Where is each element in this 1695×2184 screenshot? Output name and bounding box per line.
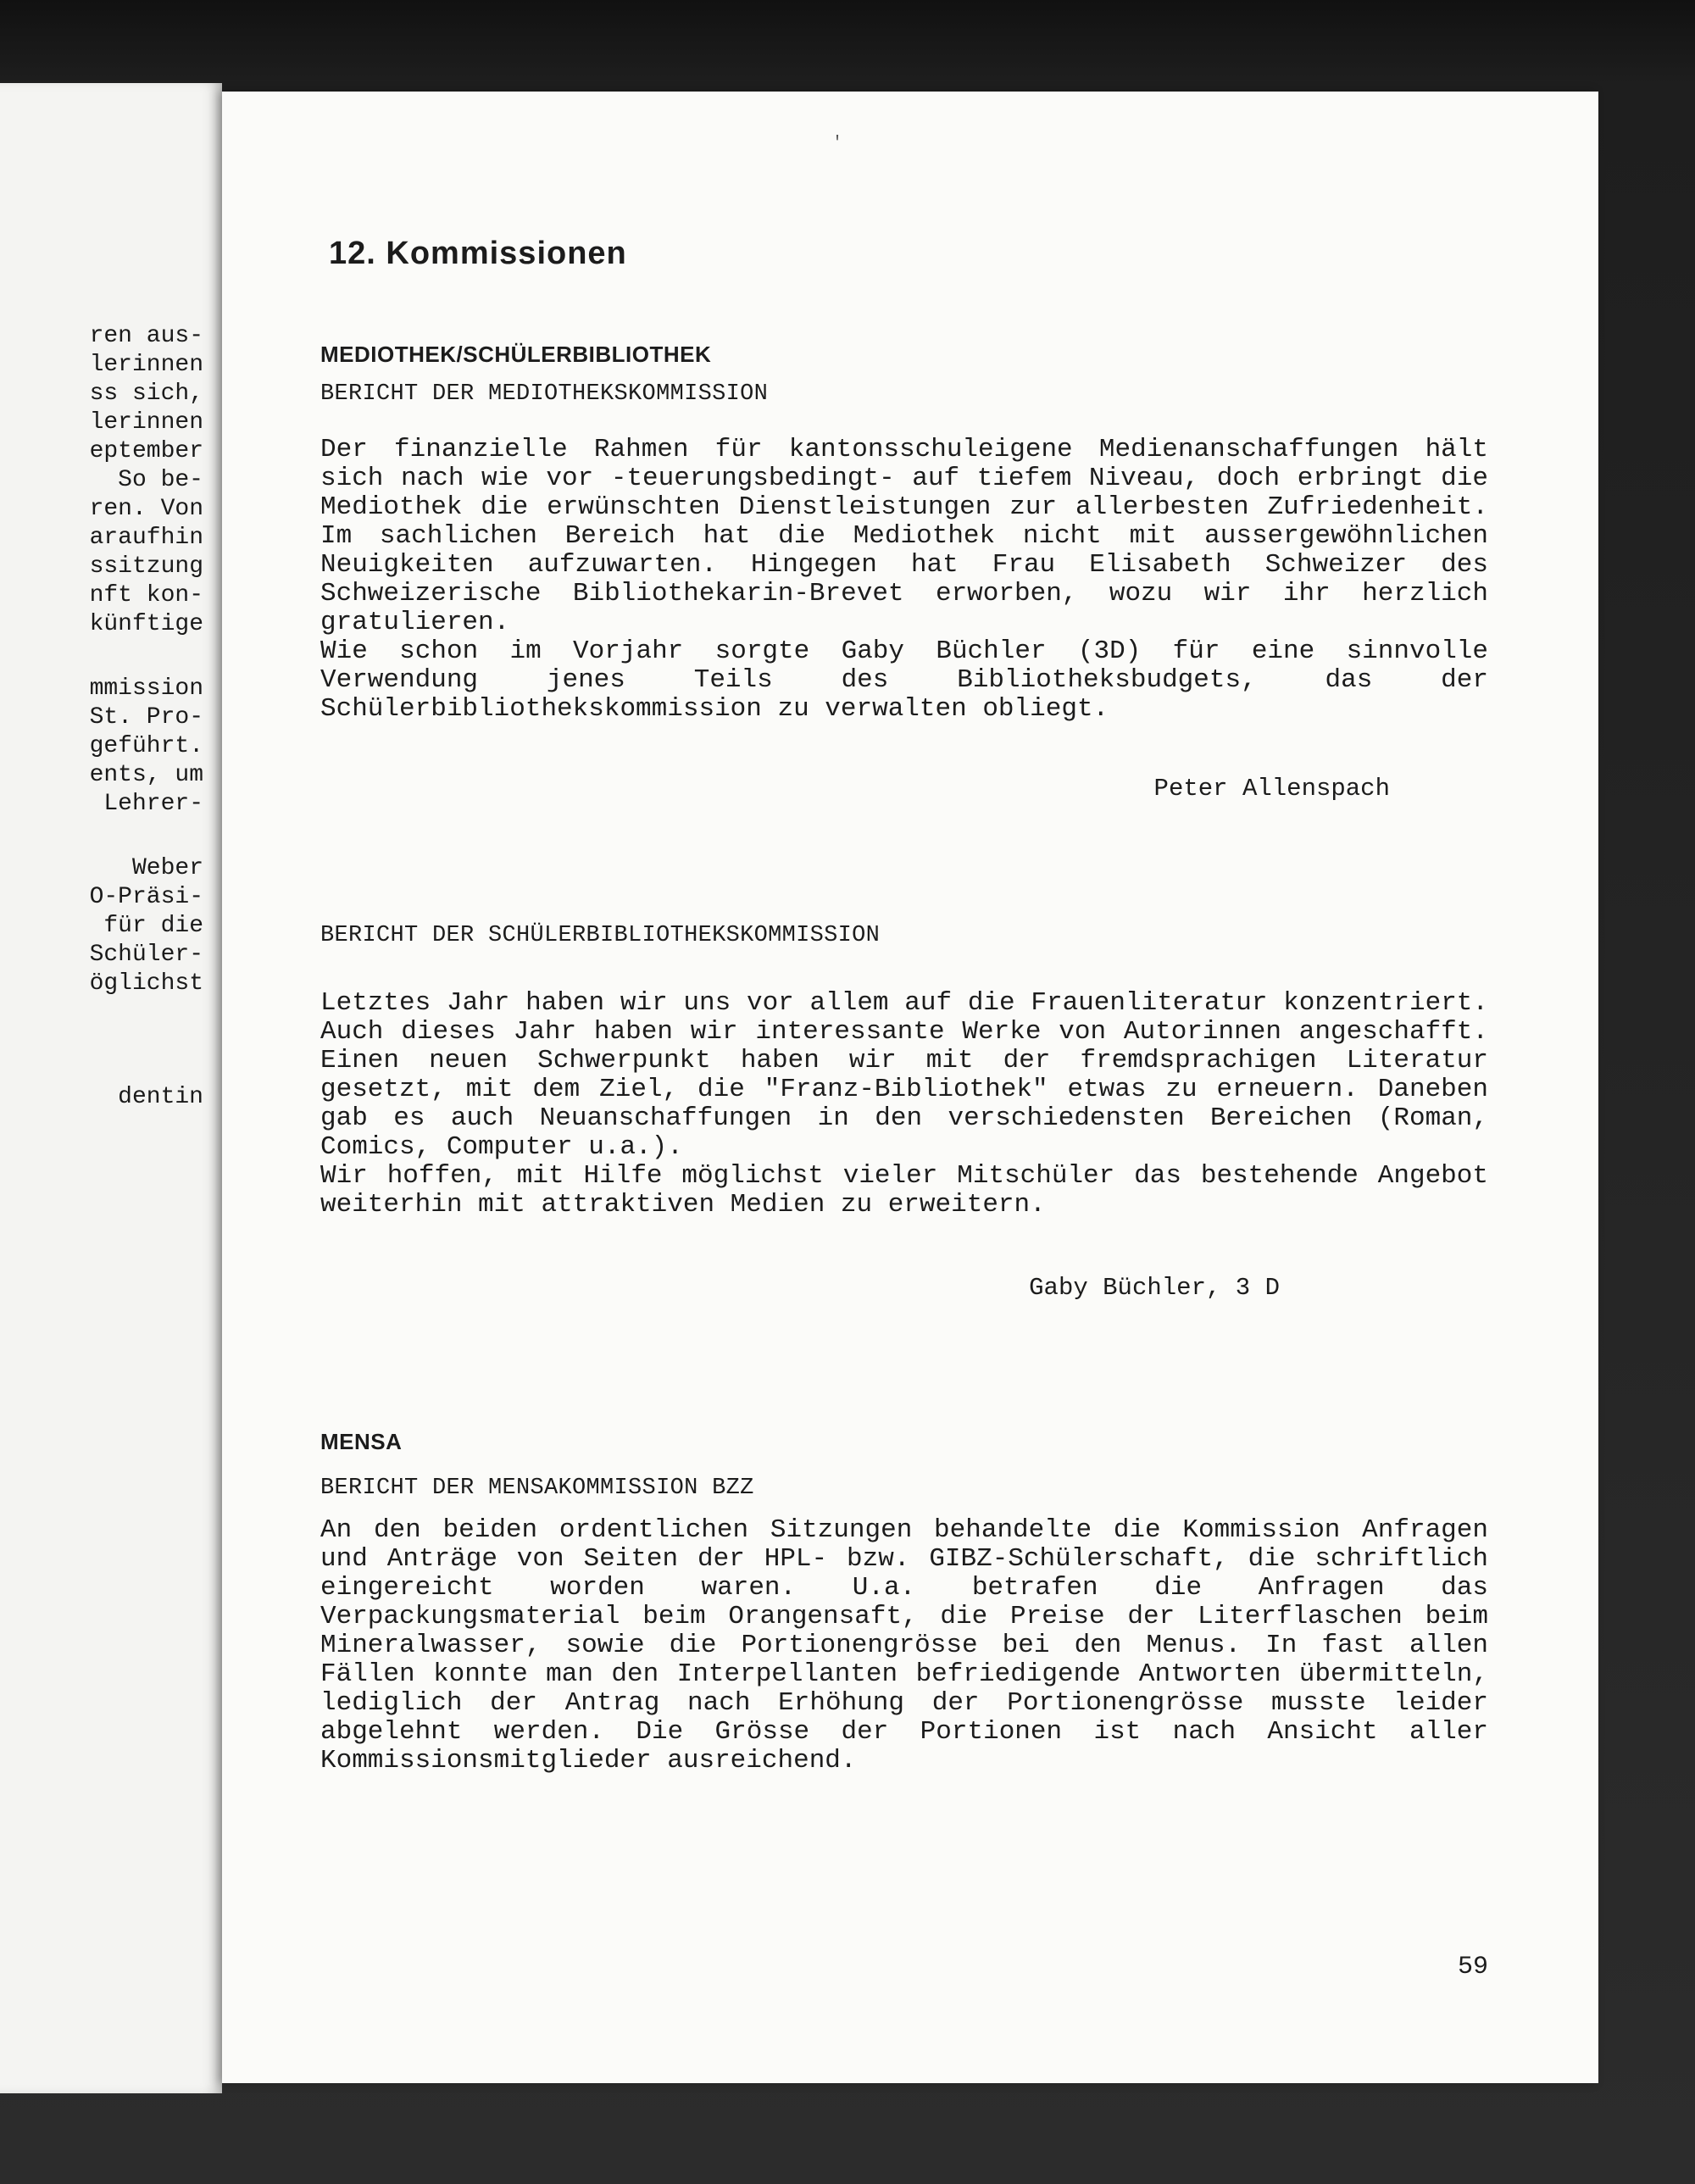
paragraph: Letztes Jahr haben wir uns vor allem auf die Frauenliteratur konzentriert. Auch dieses Jahr haben wir interessante Werke von Autorinnen angeschafft. Einen neuen Schwerpunkt haben wir mit der fremdsprachigen Literatur gesetzt, mit dem Ziel, die "Franz-Bibliothek" etwas zu erneuern. Daneben gab es auch Neuanschaffungen in den verschiedensten Bereichen (Roman, Comics, Computer u.a.). <box>320 988 1488 1162</box>
paragraph: Wie schon im Vorjahr sorgte Gaby Büchler (3D) für eine sinnvolle Verwendung jenes Teils des Bibliotheksbudgets, das der Schülerbibliothekskommission zu verwalten obliegt. <box>320 636 1488 724</box>
signature-mediothek: Peter Allenspach <box>1153 775 1390 803</box>
chapter-title: 12. Kommissionen <box>329 236 627 271</box>
previous-page-text-fragment: St. Pro- <box>89 704 203 731</box>
previous-page-text-fragment: Lehrer- <box>103 791 203 817</box>
previous-page-text-fragment: nft kon- <box>89 582 203 609</box>
previous-page-text-fragment: ren. Von <box>89 496 203 522</box>
previous-page-text-fragment: lerinnen <box>89 409 203 436</box>
page-number: 59 <box>1457 1953 1488 1981</box>
previous-page-text-fragment: künftige <box>89 611 203 637</box>
previous-page-text-fragment: ssitzung <box>89 553 203 580</box>
previous-page-text-fragment: O-Präsi- <box>89 884 203 910</box>
previous-page-text-fragment: ss sich, <box>89 381 203 407</box>
previous-page-text-fragment: öglichst <box>89 970 203 997</box>
page-content <box>320 236 1488 1776</box>
document-page <box>222 92 1598 2083</box>
previous-page-text-fragment: araufhin <box>89 525 203 551</box>
previous-page-text-fragment: eptember <box>89 438 203 464</box>
signature-schuelerbibliothek: Gaby Büchler, 3 D <box>1029 1274 1280 1302</box>
previous-page-text-fragment: ents, um <box>89 762 203 788</box>
report-title-schuelerbibliothekskommission: BERICHT DER SCHÜLERBIBLIOTHEKSKOMMISSION <box>320 923 881 948</box>
mensa-report-body <box>320 1516 1488 1776</box>
paragraph: Der finanzielle Rahmen für kantonsschuleigene Medienanschaffungen hält sich nach wie vor -teuerungsbedingt- auf tiefem Niveau, doch erbringt die Mediothek die erwünschten Dienstleistungen zur allerbesten Zufriedenheit. Im sachlichen Bereich hat die Mediothek nicht mit aussergewöhnlichen Neuigkeiten aufzuwarten. Hingegen hat Frau Elisabeth Schweizer des Schweizerische Bibliothekarin-Brevet erworben, wozu wir ihr herzlich gratulieren. <box>320 435 1488 637</box>
report-title-mensakommission: BERICHT DER MENSAKOMMISSION BZZ <box>320 1475 754 1501</box>
section-title-mediothek: MEDIOTHEK/SCHÜLERBIBLIOTHEK <box>320 342 712 367</box>
previous-page-text-fragment: ren aus- <box>89 323 203 349</box>
previous-page-text-fragment: mmission <box>89 675 203 702</box>
scan-speck: ' <box>832 134 843 153</box>
schuelerbibliothek-report-body <box>320 989 1488 1220</box>
previous-page-text-fragment: für die <box>103 913 203 939</box>
report-title-mediothekskommission: BERICHT DER MEDIOTHEKSKOMMISSION <box>320 381 769 407</box>
paragraph: An den beiden ordentlichen Sitzungen behandelte die Kommission Anfragen und Anträge von Seiten der HPL- bzw. GIBZ-Schülerschaft, die schriftlich eingereicht worden waren. U.a. betrafen die Anfragen das Verpackungsmaterial beim Orangensaft, die Preise der Literflaschen beim Mineralwasser, sowie die Portionengrösse bei den Menus. In fast allen Fällen konnte man den Interpellanten befriedigende Antworten übermitteln, lediglich der Antrag nach Erhöhung der Portionengrösse musste leider abgelehnt werden. Die Grösse der Portionen ist nach Ansicht aller Kommissionsmitglieder ausreichend. <box>320 1515 1488 1776</box>
previous-page-text-fragment: lerinnen <box>89 352 203 378</box>
previous-page-text-fragment: Schüler- <box>89 942 203 968</box>
section-title-mensa: MENSA <box>320 1429 403 1454</box>
previous-page-text-fragment: So be- <box>118 467 203 493</box>
previous-page-text-fragment: dentin <box>118 1084 203 1110</box>
paragraph: Wir hoffen, mit Hilfe möglichst vieler Mitschüler das bestehende Angebot weiterhin mit attraktiven Medien zu erweitern. <box>320 1161 1488 1220</box>
previous-page-text-fragment: geführt. <box>89 733 203 759</box>
previous-page-edge <box>0 83 222 2093</box>
mediothek-report-body <box>320 436 1488 724</box>
previous-page-text-fragment: Weber <box>131 855 203 881</box>
